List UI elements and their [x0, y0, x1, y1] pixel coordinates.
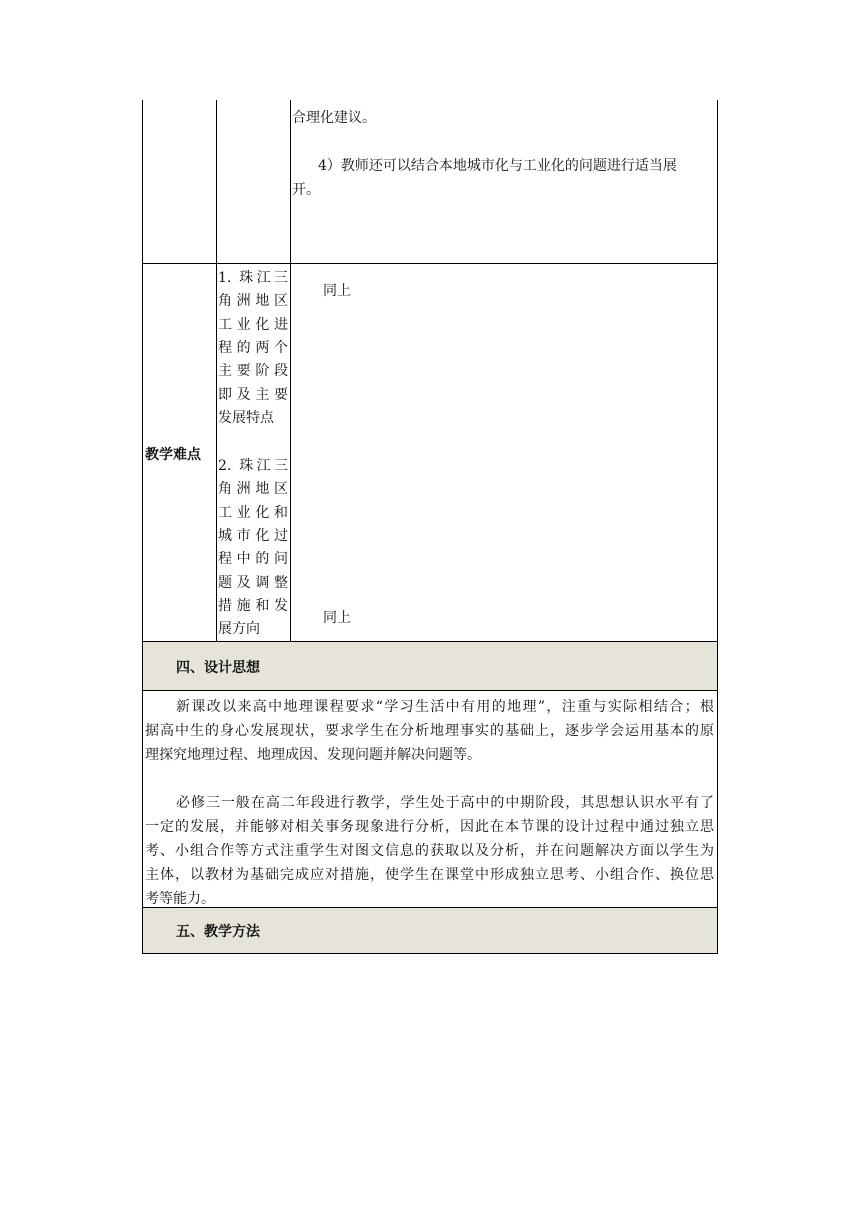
row-divider-3 — [142, 690, 718, 691]
row-divider-1 — [142, 263, 718, 264]
table-border-bottom — [142, 953, 718, 954]
difficulty-note-2: 同上 — [323, 610, 351, 626]
paragraph-line: 一定的发展，并能够对相关事务现象进行分析，因此在本节课的设计过程中通过独立思 — [145, 819, 714, 835]
item1-line: 程的两个 — [218, 340, 288, 356]
paragraph-line: 主体，以教材为基础完成应对措施，使学生在课堂中形成独立思考、小组合作、换位思 — [145, 867, 714, 883]
difficulty-label: 教学难点 — [145, 447, 201, 463]
item2-line: 工业化和 — [218, 505, 288, 521]
top-cell-line-3: 开。 — [292, 182, 320, 198]
item2-line: 题及调整 — [218, 575, 288, 591]
difficulty-note-1: 同上 — [323, 283, 351, 299]
paragraph-line: 据高中生的身心发展现状，要求学生在分析地理事实的基础上，逐步学会运用基本的原 — [145, 723, 714, 739]
item1-line-last: 发展特点 — [218, 410, 274, 426]
item2-line: 措施和发 — [218, 598, 288, 614]
column-divider-1 — [216, 100, 217, 642]
item1-line: 角洲地区 — [218, 293, 288, 309]
column-divider-2 — [290, 100, 291, 642]
item1-line: 工业化进 — [218, 317, 288, 333]
paragraph-line: 考、小组合作等方式注重学生对图文信息的获取以及分析，并在问题解决方面以学生为 — [145, 843, 714, 859]
top-cell-line-2: 4）教师还可以结合本地城市化与工业化的问题进行适当展 — [318, 158, 677, 174]
item2-line: 角洲地区 — [218, 481, 288, 497]
table-border-right — [717, 100, 718, 954]
item1-line: 1. 珠江三 — [218, 270, 288, 286]
item2-line: 城市化过 — [218, 528, 288, 544]
paragraph-line: 必修三一般在高二年段进行教学，学生处于高中的中期阶段，其思想认识水平有了 — [176, 795, 714, 811]
item2-line: 2. 珠江三 — [218, 458, 288, 474]
item1-line: 主要阶段 — [218, 363, 288, 379]
paragraph-line: 新课改以来高中地理课程要求“学习生活中有用的地理”，注重与实际相结合；根 — [176, 699, 714, 715]
item2-line-last: 展方向 — [218, 621, 260, 637]
table-border-left — [142, 100, 143, 954]
top-cell-line-1: 合理化建议。 — [292, 110, 376, 126]
section5-heading: 五、教学方法 — [176, 924, 260, 940]
section4-heading: 四、设计思想 — [176, 660, 260, 676]
paragraph-line: 考等能力。 — [145, 891, 215, 907]
paragraph-line: 理探究地理过程、地理成因、发现问题并解决问题等。 — [145, 747, 481, 763]
item1-line: 即及主要 — [218, 387, 288, 403]
item2-line: 程中的问 — [218, 551, 288, 567]
